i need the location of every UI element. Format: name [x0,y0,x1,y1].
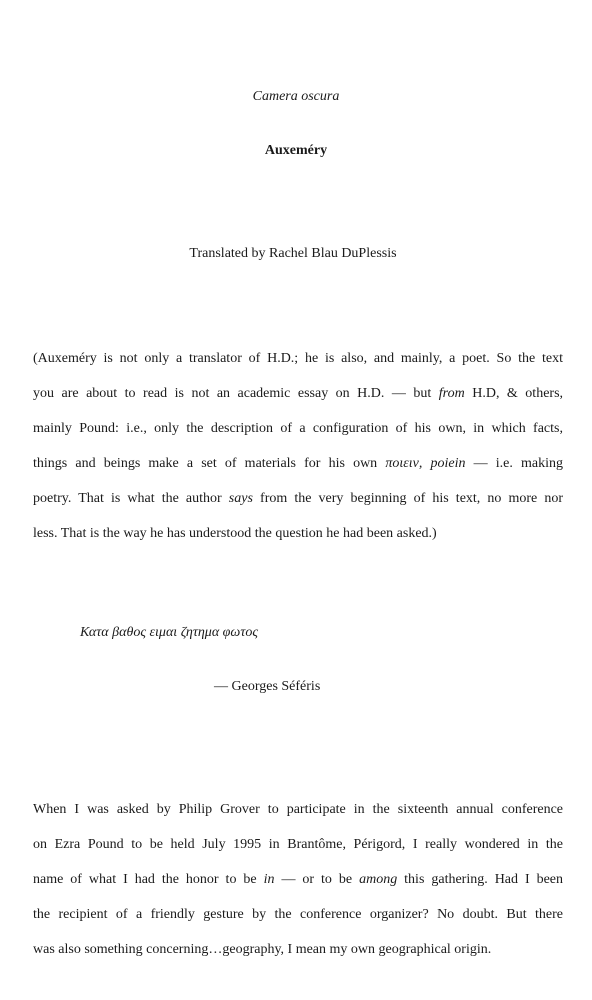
epigraph-quote: Κατα βαθος ειμαι ζητημα φωτος [80,625,259,640]
epigraph-attribution: — Georges Séféris [214,679,321,694]
document-title: Camera oscura [252,89,340,104]
emphasis-text: in [263,872,275,887]
translator-note-paragraph [33,341,563,551]
translator-credit: Translated by Rachel Blau DuPlessis [189,246,397,261]
emphasis-text: from [438,386,465,401]
note-line: poetry. That is what the author says from the very beginning of his text, no more nor [33,491,564,506]
body-line: on Ezra Pound to be held July 1995 in Brantôme, Périgord, I really wondered in the [33,837,563,852]
emphasis-text: says [228,491,253,506]
body-line: name of what I had the honor to be in — or to be among this gathering. Had I been [33,872,564,887]
author-name: Auxeméry [264,143,328,158]
body-line: was also something concerning…geography, I mean my own geographical origin. [33,942,492,957]
note-line: (Auxeméry is not only a translator of H.D.; he is also, and mainly, a poet. So the text [33,351,563,366]
emphasis-text: among [359,872,398,887]
body-paragraph [33,792,563,967]
note-line: mainly Pound: i.e., only the description of a configuration of his own, in which facts, [33,421,563,436]
body-line: the recipient of a friendly gesture by the conference organizer? No doubt. But there [33,907,563,922]
body-line: When I was asked by Philip Grover to participate in the sixteenth annual conference [33,802,563,817]
note-line: less. That is the way he has understood the question he had been asked.) [33,526,437,541]
note-line: you are about to read is not an academic essay on H.D. — but from H.D, & others, [33,386,564,401]
greek-poiein-text: ποιειν, poiein [385,456,466,471]
note-line: things and beings make a set of materials for his own ποιειν, poiein — i.e. making [33,456,563,471]
